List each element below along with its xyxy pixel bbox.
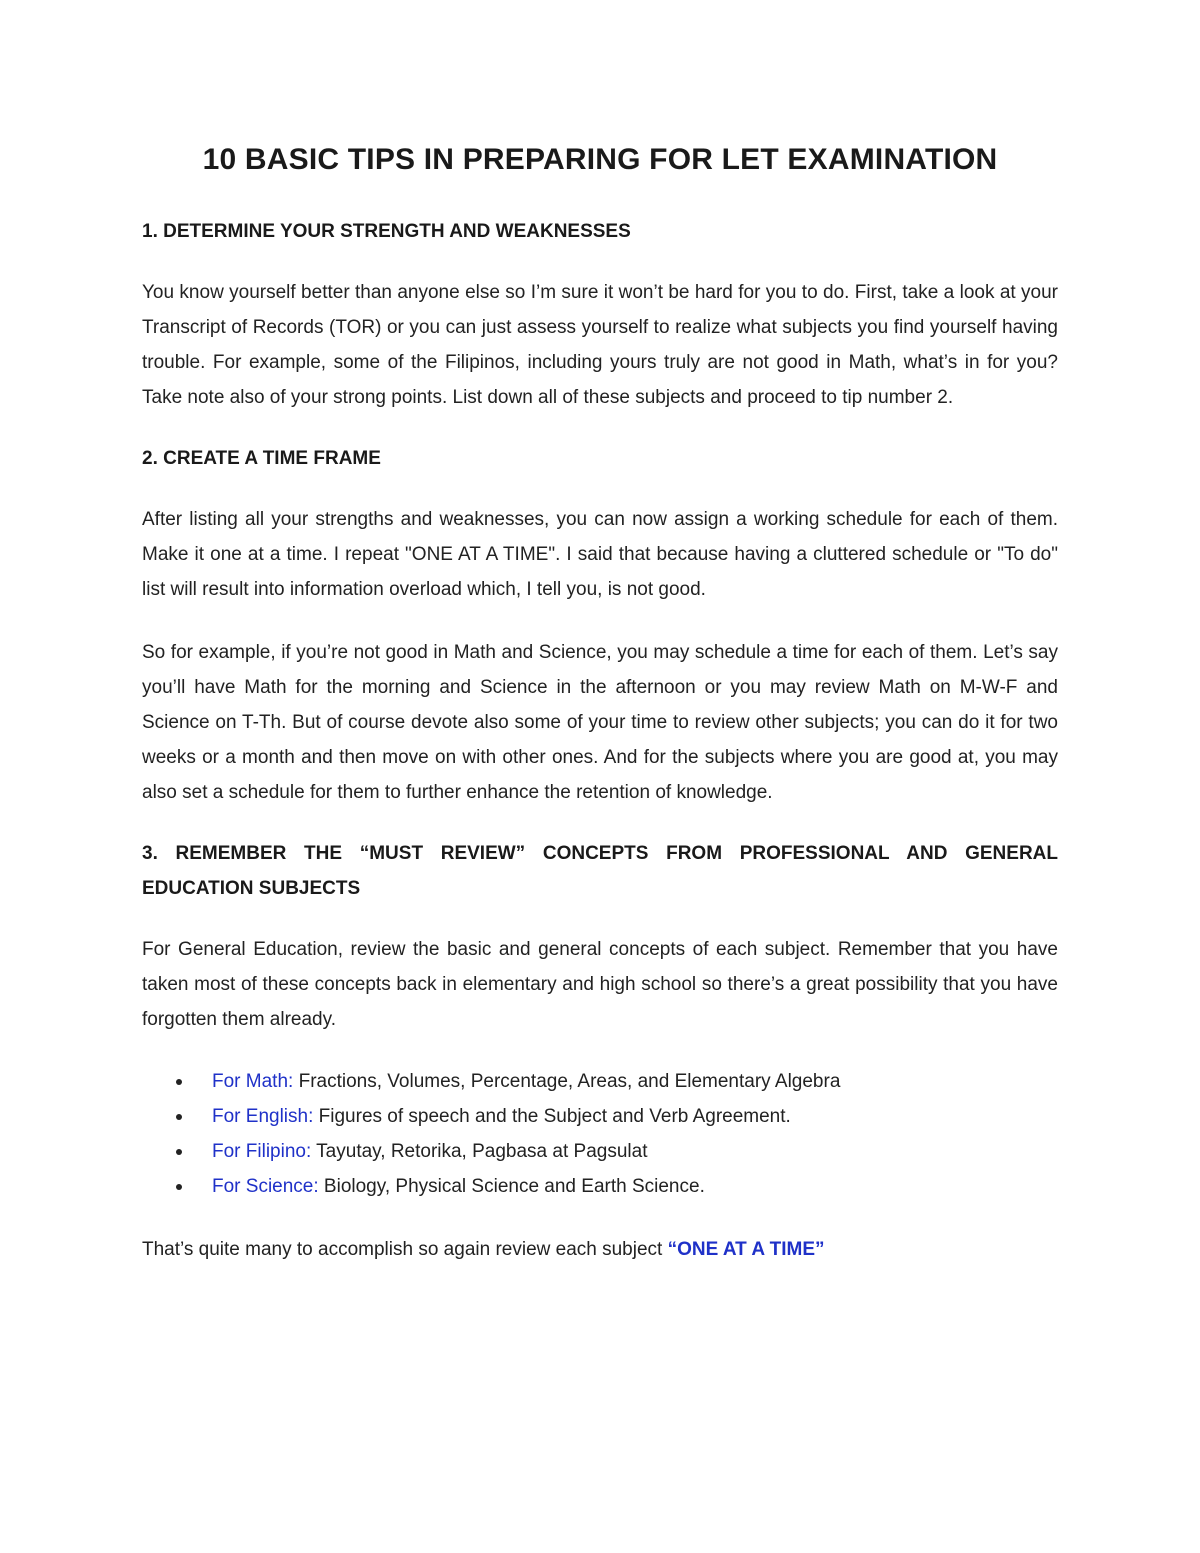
page-title: 10 BASIC TIPS IN PREPARING FOR LET EXAMINATION	[202, 143, 998, 176]
bullet-text-filipino: Tayutay, Retorika, Pagbasa at Pagsulat	[311, 1141, 648, 1162]
bullet-text-math: Fractions, Volumes, Percentage, Areas, and Elementary Algebra	[293, 1071, 841, 1092]
list-item	[142, 1064, 1058, 1099]
subject-bullet-list	[142, 1064, 1058, 1204]
list-item	[142, 1134, 1058, 1169]
bullet-label-english: For English:	[212, 1106, 314, 1127]
list-item	[142, 1099, 1058, 1134]
bullet-icon	[176, 1184, 182, 1190]
list-item	[142, 1169, 1058, 1204]
bullet-icon	[176, 1079, 182, 1085]
section-1-paragraph: You know yourself better than anyone else so I’m sure it won’t be hard for you to do. First, take a look at your Transcript of Records (TOR) or you can just assess yourself to realize what subjects you find yourself having trouble. For example, some of the Filipinos, including yours truly are not good in Math, what’s in for you? Take note also of your strong points. List down all of these subjects and proceed to tip number 2.	[142, 282, 1058, 408]
document-content	[142, 140, 1058, 1267]
closing-paragraph	[142, 1232, 1058, 1267]
section-2-paragraph-1: After listing all your strengths and weaknesses, you can now assign a working schedule for each of them. Make it one at a time. I repeat "ONE AT A TIME". I said that because having a cluttered schedule or "To do" list will result into information overload which, I tell you, is not good.	[142, 509, 1058, 600]
bullet-icon	[176, 1149, 182, 1155]
bullet-label-filipino: For Filipino:	[212, 1141, 312, 1162]
section-3-paragraph: For General Education, review the basic and general concepts of each subject. Remember that you have taken most of these concepts back in elementary and high school so there’s a great possibility that you have forgotten them already.	[142, 939, 1058, 1030]
section-1-heading: 1. DETERMINE YOUR STRENGTH AND WEAKNESSES	[142, 221, 631, 242]
closing-text: That’s quite many to accomplish so again review each subject	[142, 1239, 668, 1260]
section-2-heading: 2. CREATE A TIME FRAME	[142, 448, 381, 469]
section-2-paragraph-2: So for example, if you’re not good in Math and Science, you may schedule a time for each of them. Let’s say you’ll have Math for the morning and Science in the afternoon or you may review Math on M-W-F and Science on T-Th. But of course devote also some of your time to review other subjects; you can do it for two weeks or a month and then move on with other ones. And for the subjects where you are good at, you may also set a schedule for them to further enhance the retention of knowledge.	[142, 642, 1058, 803]
bullet-text-science: Biology, Physical Science and Earth Science.	[318, 1176, 705, 1197]
bullet-text-english: Figures of speech and the Subject and Verb Agreement.	[313, 1106, 791, 1127]
closing-emphasis: “ONE AT A TIME”	[667, 1239, 825, 1260]
bullet-label-math: For Math:	[212, 1071, 294, 1092]
section-3-heading: 3. REMEMBER THE “MUST REVIEW” CONCEPTS FROM PROFESSIONAL AND GENERAL EDUCATION SUBJECTS	[142, 843, 1058, 899]
bullet-label-science: For Science:	[212, 1176, 319, 1197]
bullet-icon	[176, 1114, 182, 1120]
